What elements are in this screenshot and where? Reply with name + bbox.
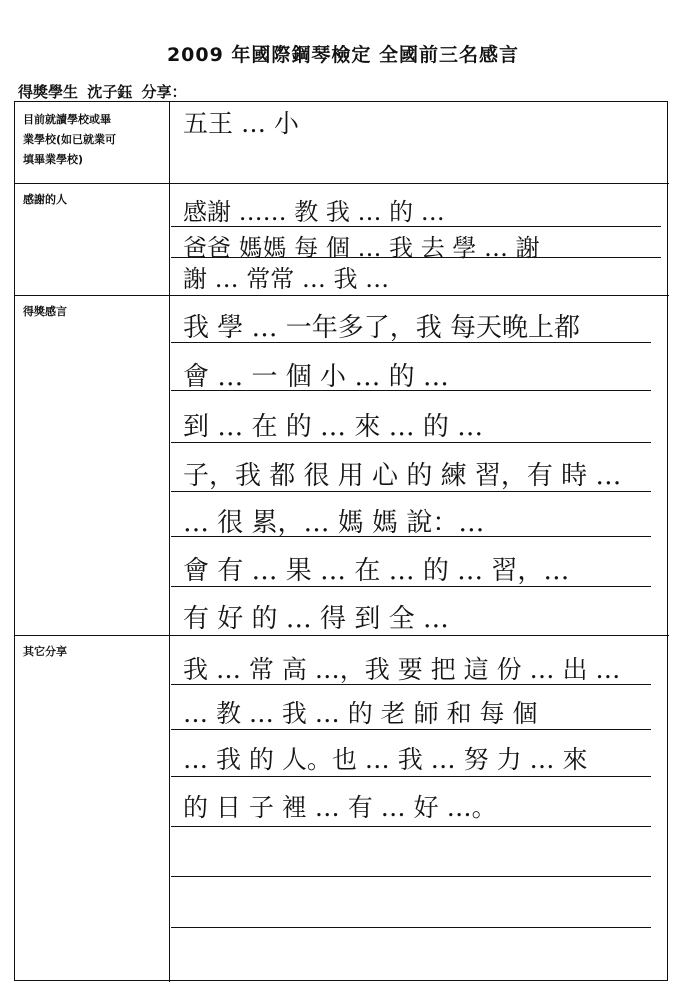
thanks-line-3: 謝 … 常常 … 我 … xyxy=(183,265,390,293)
other-label: 其它分享 xyxy=(23,645,67,658)
other-line-1: 我 … 常 高 …，我 要 把 這 份 … 出 … xyxy=(183,655,621,684)
student-name: 沈子鈺 xyxy=(87,83,133,101)
speech-line-3: 到 … 在 的 … 來 … 的 … xyxy=(183,412,484,442)
speech-line-4: 子，我 都 很 用 心 的 練 習，有 時 … xyxy=(183,461,622,491)
thanks-line-2: 爸爸 媽媽 每 個 … 我 去 學 … 謝 xyxy=(183,234,540,262)
speech-line-7: 有 好 的 … 得 到 全 … xyxy=(183,604,449,634)
writing-line xyxy=(171,776,651,777)
row-divider xyxy=(15,295,669,296)
column-divider xyxy=(169,102,170,982)
thanks-label: 感謝的人 xyxy=(23,193,67,206)
speech-line-1: 我 學 … 一年多了，我 每天晚上都 xyxy=(183,313,581,343)
row-divider xyxy=(15,183,669,184)
page-title: 2009 年國際鋼琴檢定 全國前三名感言 xyxy=(166,44,520,66)
testimonial-form xyxy=(14,101,668,981)
student-line xyxy=(18,81,187,102)
speech-label: 得獎感言 xyxy=(23,305,67,318)
speech-line-6: 會 有 … 果 … 在 … 的 … 習，… xyxy=(183,556,570,586)
other-line-3: … 我 的 人。也 … 我 … 努 力 … 來 xyxy=(183,745,588,774)
writing-line xyxy=(171,927,651,928)
row-divider xyxy=(15,635,669,636)
writing-line xyxy=(171,826,651,827)
student-label: 得獎學生 xyxy=(18,83,79,101)
other-line-2: … 教 … 我 … 的 老 師 和 每 個 xyxy=(183,699,538,728)
student-label-suffix: 分享： xyxy=(141,83,187,101)
thanks-line-1: 感謝 …… 教 我 … 的 … xyxy=(183,198,445,226)
other-line-4: 的 日 子 裡 … 有 … 好 …。 xyxy=(183,793,497,822)
school-label: 目前就讀學校或畢 業學校(如已就業可 填畢業學校) xyxy=(23,113,117,166)
speech-line-5: … 很 累，… 媽 媽 說：… xyxy=(183,508,485,538)
school-answer: 五王 … 小 xyxy=(183,109,299,138)
writing-line xyxy=(171,876,651,877)
speech-line-2: 會 … 一 個 小 … 的 … xyxy=(183,362,449,392)
